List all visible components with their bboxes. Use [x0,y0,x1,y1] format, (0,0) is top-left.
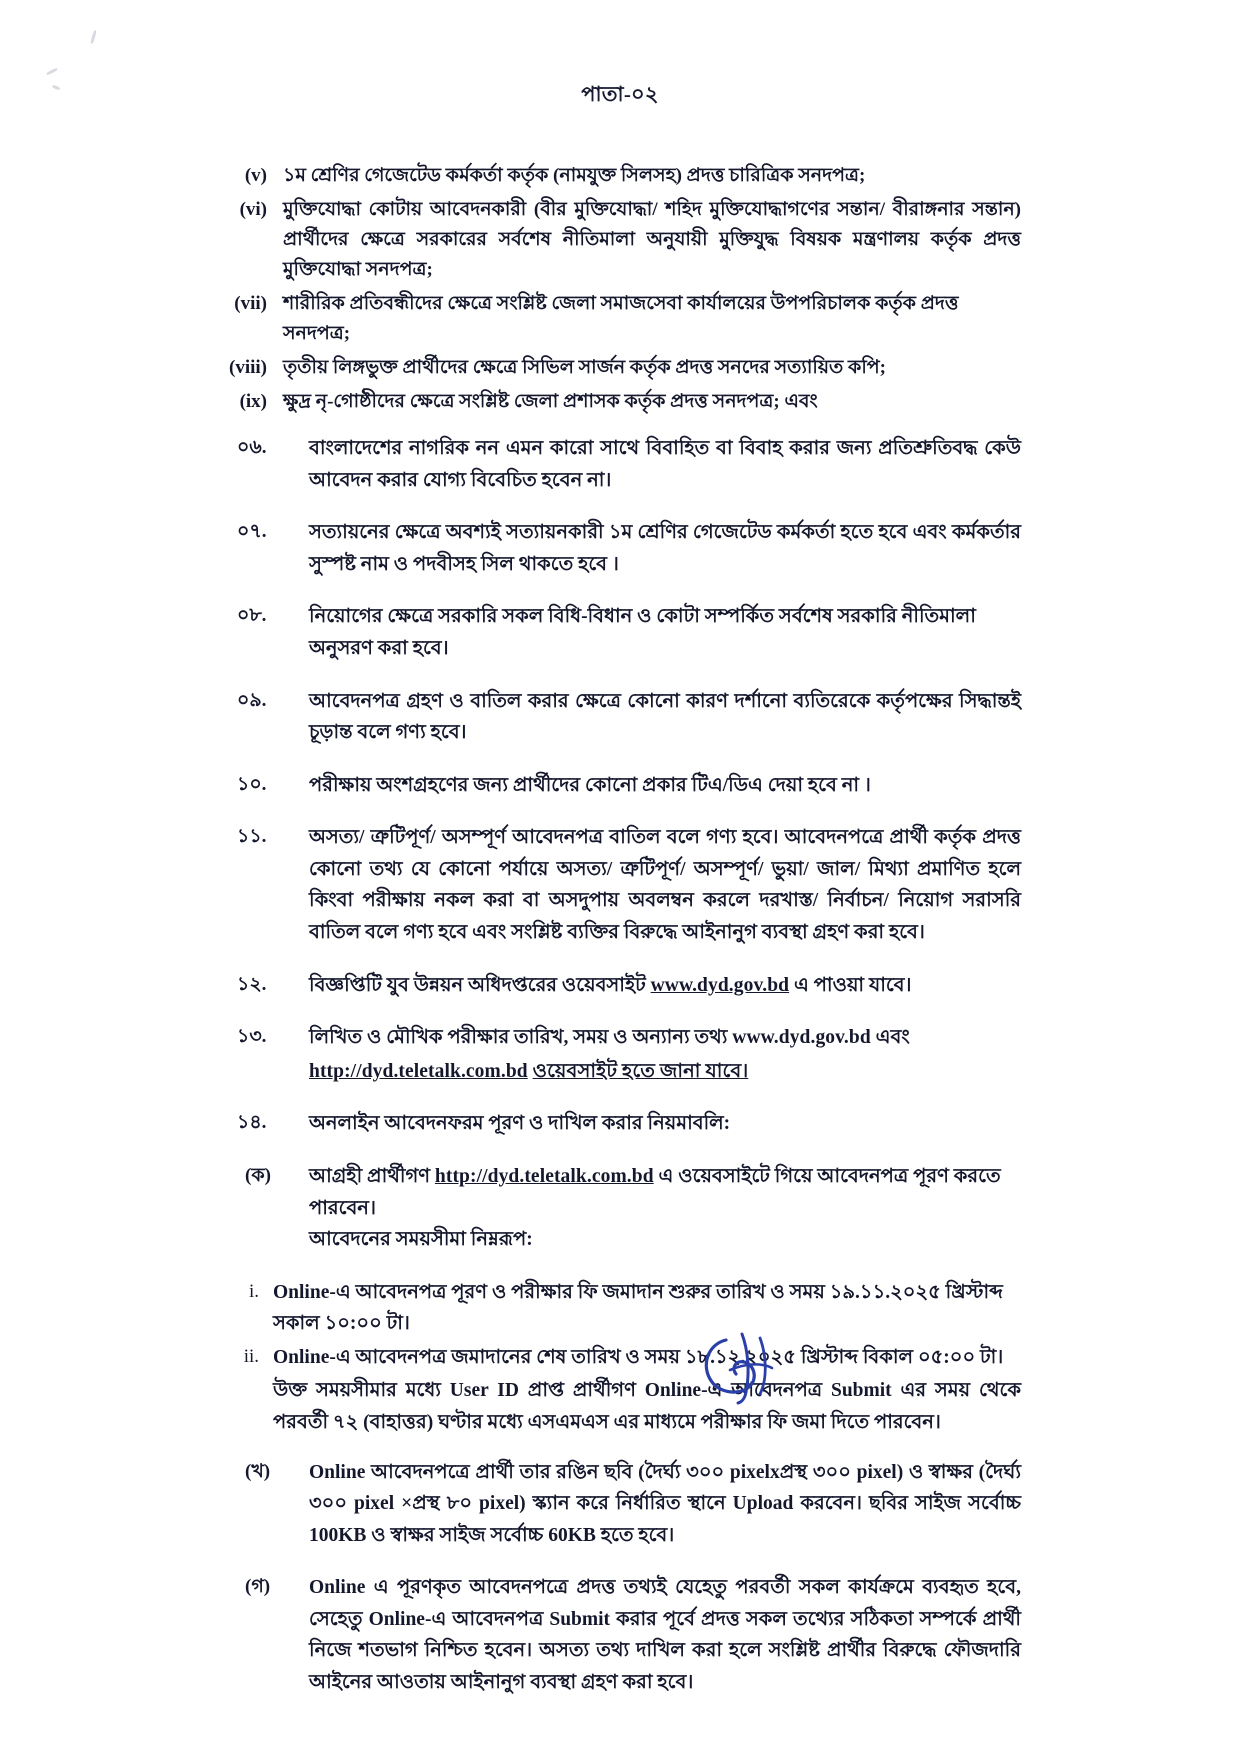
latin-label: ii. [243,1345,259,1367]
list-item [221,353,1021,383]
scan-artifact [46,67,58,75]
clause-number: ১২. [237,973,267,995]
clause-number: ০৭. [237,521,267,543]
clause-text [309,970,1021,1002]
clause-number: ০৮. [237,605,267,627]
list-item [221,289,1021,349]
list-item [221,1277,1021,1340]
letter-ka-after: এ ওয়েবসাইটে গিয়ে আবেদনপত্র পূরণ করতে পারবেন। [309,1165,1001,1219]
clause-12 [221,970,1021,1002]
clause-07 [221,517,1021,580]
application-timeline-list [221,1277,1021,1439]
roman-text: শারীরিক প্রতিবন্ধীদের ক্ষেত্রে সংশ্লিষ্ট জেলা সমাজসেবা কার্যালয়ের উপপরিচালক কর্তৃক প্রদত্ত সনদপত্র; [283,293,959,345]
clause-13 [221,1022,1021,1087]
roman-text: মুক্তিযোদ্ধা কোটায় আবেদনকারী (বীর মুক্তিযোদ্ধা/ শহিদ মুক্তিযোদ্ধাগণের সন্তান/ বীরাঙ্গনার সন্তান) প্রার্থীদের ক্ষেত্রে সরকারের সর্বশেষ নীতিমালা অনুযায়ী মুক্তিযুদ্ধ বিষয়ক মন্ত্রণালয় কর্তৃক প্রদত্ত মুক্তিযোদ্ধা সনদপত্র; [283,199,1021,281]
clause-text: নিয়োগের ক্ষেত্রে সরকারি সকল বিধি-বিধান ও কোটা সম্পর্কিত সর্বশেষ সরকারি নীতিমালা অনুসরণ করা হবে। [309,606,976,660]
roman-label: (ix) [239,391,267,413]
clause-14 [221,1108,1021,1140]
letter-item-kha [221,1457,1021,1552]
timeline-start: Online-এ আবেদনপত্র পূরণ ও পরীক্ষার ফি জমাদান শুরুর তারিখ ও সময় ১৯.১১.২০২৫ খ্রিস্টাব্দ সকাল ১০:০০ টা। [273,1281,1003,1335]
roman-label: (v) [244,165,267,186]
clause-number: ০৯. [237,689,267,711]
clause-number: ১৩. [237,1026,267,1048]
clause-text: সত্যায়নের ক্ষেত্রে অবশ্যই সত্যায়নকারী ১ম শ্রেণির গেজেটেড কর্মকর্তা হতে হবে এবং কর্মকর্তার সুস্পষ্ট নাম ও পদবীসহ সিল থাকতে হবে । [309,522,1021,575]
letter-text: Online আবেদনপত্রে প্রার্থী তার রঙিন ছবি (দৈর্ঘ্য ৩০০ pixelxপ্রস্থ ৩০০ pixel) ও স্বাক্ষর (দৈর্ঘ্য ৩০০ pixel ×প্রস্থ ৮০ pixel) স্ক্যান করে নির্ধারিত স্থানে Upload করবেন। ছবির সাইজ সর্বোচ্চ 100KB ও স্বাক্ষর সাইজ সর্বোচ্চ 60KB হতে হবে। [309,1461,1021,1546]
letter-item-ga [221,1572,1021,1698]
latin-label: i. [248,1280,259,1302]
roman-label: (vi) [239,199,267,221]
document-body [219,161,1021,1699]
teletalk-website-link[interactable]: http://dyd.teletalk.com.bd [434,1165,654,1187]
letter-label: (খ) [245,1460,271,1482]
clause-09 [221,686,1021,749]
roman-sub-list [221,161,1021,417]
clause-text: পরীক্ষায় অংশগ্রহণের জন্য প্রার্থীদের কোনো প্রকার টিএ/ডিএ দেয়া হবে না । [309,774,871,796]
page-title: পাতা-০২ [581,82,659,106]
clause-12-text-after: এ পাওয়া যাবে। [789,974,912,996]
clause-number: ১০. [237,773,267,795]
signature-mark [690,1320,810,1410]
list-item [221,1342,1021,1374]
letter-text [309,1161,1021,1256]
clause-text: অনলাইন আবেদনফরম পূরণ ও দাখিল করার নিয়মাবলি: [309,1113,731,1135]
clause-13-text-before: লিখিত ও মৌখিক পরীক্ষার তারিখ, সময় ও অন্যান্য তথ্য [309,1027,733,1049]
clause-11 [221,822,1021,948]
timeline-end: Online-এ আবেদনপত্র জমাদানের শেষ তারিখ ও সময় ১৮.১২.২০২৫ খ্রিস্টাব্দ বিকাল ০৫:০০ টা। [273,1346,1004,1368]
clause-number: ১৪. [237,1112,267,1134]
letter-ka-before: আগ্রহী প্রার্থীগণ [309,1165,435,1187]
letter-item-ka [221,1161,1021,1256]
letter-text: Online এ পূরণকৃত আবেদনপত্রে প্রদত্ত তথ্যই যেহেতু পরবর্তী সকল কার্যক্রমে ব্যবহৃত হবে, সেহেতু Online-এ আবেদনপত্র Submit করার পূর্বে প্রদত্ত সকল তথ্যের সঠিকতা সম্পর্কে প্রার্থী নিজে শতভাগ নিশ্চিত হবেন। অসত্য তথ্য দাখিল করা হলে সংশ্লিষ্ট প্রার্থীর বিরুদ্ধে ফৌজদারি আইনের আওতায় আইনানুগ ব্যবস্থা গ্রহণ করা হবে। [309,1577,1021,1694]
list-item [221,161,1021,191]
clause-06 [221,433,1021,496]
teletalk-website-link[interactable]: http://dyd.teletalk.com.bd [309,1060,528,1082]
clause-text: আবেদনপত্র গ্রহণ ও বাতিল করার ক্ষেত্রে কোনো কারণ দর্শানো ব্যতিরেকে কর্তৃপক্ষের সিদ্ধান্তই চূড়ান্ত বলে গণ্য হবে। [309,690,1021,744]
roman-text: ১ম শ্রেণির গেজেটেড কর্মকর্তা কর্তৃক (নামযুক্ত সিলসহ) প্রদত্ত চারিত্রিক সনদপত্র; [283,165,866,186]
clause-text: অসত্য/ ত্রুটিপূর্ণ/ অসম্পূর্ণ আবেদনপত্র বাতিল বলে গণ্য হবে। আবেদনপত্রে প্রার্থী কর্তৃক প্রদত্ত কোনো তথ্য যে কোনো পর্যায়ে অসত্য/ ত্রুটিপূর্ণ/ অসম্পূর্ণ/ ভুয়া/ জাল/ মিথ্যা প্রমাণিত হলে কিংবা পরীক্ষায় নকল করা বা অসদুপায় অবলম্বন করলে দরখাস্ত/ নির্বাচন/ নিয়োগ সরাসরি বাতিল বলে গণ্য হবে এবং সংশ্লিষ্ট ব্যক্তির বিরুদ্ধে আইনানুগ ব্যবস্থা গ্রহণ করা হবে। [309,827,1021,944]
roman-text: তৃতীয় লিঙ্গভুক্ত প্রার্থীদের ক্ষেত্রে সিভিল সার্জন কর্তৃক প্রদত্ত সনদের সত্যায়িত কপি; [283,357,886,379]
clause-13-text-after: ওয়েবসাইট হতে জানা যাবে। [532,1060,749,1082]
dyd-website-link[interactable]: www.dyd.gov.bd [650,974,790,996]
letter-ka-line2: আবেদনের সময়সীমা নিম্নরূপ: [309,1229,533,1251]
list-item [221,387,1021,417]
roman-label: (viii) [229,357,267,379]
roman-label: (vii) [234,293,267,315]
scan-artifact [90,30,97,44]
clause-text: বাংলাদেশের নাগরিক নন এমন কারো সাথে বিবাহিত বা বিবাহ করার জন্য প্রতিশ্রুতিবদ্ধ কেউ আবেদন করার যোগ্য বিবেচিত হবেন না। [309,438,1021,491]
timeline-note: উক্ত সময়সীমার মধ্যে User ID প্রাপ্ত প্রার্থীগণ Online-এ আবেদনপত্র Submit এর সময় থেকে পরবর্তী ৭২ (বাহাত্তর) ঘণ্টার মধ্যে এসএমএস এর মাধ্যমে পরীক্ষার ফি জমা দিতে পারবেন। [273,1380,1021,1433]
clause-number: ০৬. [237,437,267,459]
clause-text [309,1022,1021,1087]
letter-label: (গ) [245,1576,271,1598]
clause-08 [221,601,1021,664]
dyd-website-link[interactable]: www.dyd.gov.bd [732,1027,871,1049]
roman-text: ক্ষুদ্র নৃ-গোষ্ঠীদের ক্ষেত্রে সংশ্লিষ্ট জেলা প্রশাসক কর্তৃক প্রদত্ত সনদপত্র; এবং [283,391,818,413]
clause-13-text-mid: এবং [870,1027,910,1049]
clause-10 [221,770,1021,802]
clause-number: ১১. [237,826,267,848]
letter-label: (ক) [245,1164,271,1186]
clause-12-text-before: বিজ্ঞপ্তিটি যুব উন্নয়ন অধিদপ্তরের ওয়েবসাইট [309,974,651,996]
list-item [221,195,1021,285]
